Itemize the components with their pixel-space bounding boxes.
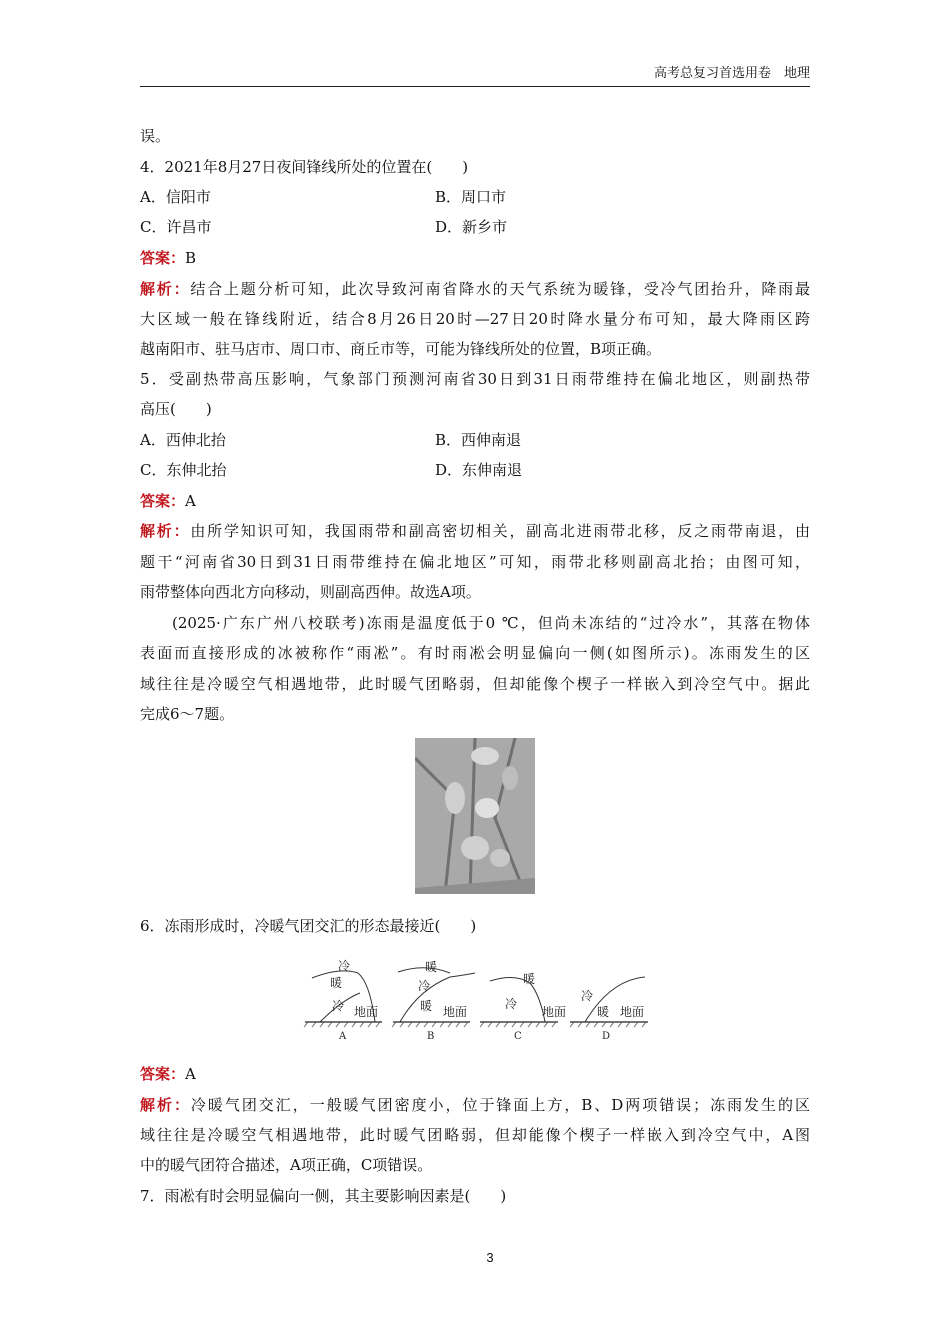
page-header [140, 66, 810, 87]
explanation-5-line3: 雨带整体向西北方向移动，则副高西伸。故选A项。 [140, 583, 481, 601]
explanation-text: 结合上题分析可知，此次导致河南省降水的天气系统为暖锋，受冷气团抬升，降雨最 [190, 280, 810, 298]
option-d: D．东伸南退 [435, 461, 523, 479]
label-warm: 暖 [420, 999, 433, 1013]
answer-value: A [185, 1065, 196, 1083]
question-5-line2: 高压( ) [140, 400, 212, 418]
explanation-5-line2: 题干“河南省30日到31日雨带维持在偏北地区”可知，雨带北移则副高北抬；由图可知， [140, 553, 810, 571]
option-label-d: D [602, 1031, 611, 1042]
air-mass-diagram [300, 955, 655, 1045]
label-warm: 暖 [523, 972, 536, 986]
option-d: D．新乡市 [435, 218, 508, 236]
question-7: 7．雨凇有时会明显偏向一侧，其主要影响因素是( ) [140, 1187, 507, 1205]
question-4: 4．2021年8月27日夜间锋线所处的位置在( ) [140, 158, 469, 176]
question-6: 6．冻雨形成时，冷暖气团交汇的形态最接近( ) [140, 917, 477, 935]
page-number: 3 [486, 1250, 494, 1265]
explanation-label: 解析： [140, 1096, 191, 1114]
option-b: B．周口市 [435, 188, 507, 206]
diagram-b [393, 959, 475, 1042]
label-ground: 地面 [443, 1005, 468, 1019]
option-a: A．西伸北抬 [140, 431, 226, 449]
label-cold: 冷 [418, 979, 431, 993]
explanation-label: 解析： [140, 280, 191, 298]
label-ground: 地面 [542, 1005, 567, 1019]
answer-label: 答案： [140, 492, 186, 510]
text-line: 误。 [140, 127, 171, 145]
option-label-b: B [427, 1031, 435, 1042]
option-label-c: C [514, 1031, 522, 1042]
option-c: C．东伸北抬 [140, 461, 227, 479]
question-5: 5．受副热带高压影响，气象部门预测河南省30日到31日雨带维持在偏北地区，则副热带 [140, 370, 810, 388]
intro-line2: 表面而直接形成的冰被称作“雨凇”。有时雨凇会明显偏向一侧(如图所示)。冻雨发生的区 [140, 644, 810, 662]
label-ground: 地面 [620, 1005, 645, 1019]
explanation-6-line3: 中的暖气团符合描述，A项正确，C项错误。 [140, 1156, 433, 1174]
explanation-text: 冷暖气团交汇，一般暖气团密度小，位于锋面上方，B、D两项错误；冻雨发生的区 [190, 1096, 810, 1114]
glaze-ice-photo [415, 738, 535, 894]
explanation-label: 解析： [140, 522, 191, 540]
label-warm: 暖 [425, 960, 438, 974]
ground-hatching [304, 1022, 646, 1027]
option-b: B．西伸南退 [435, 431, 522, 449]
label-cold: 冷 [332, 999, 345, 1013]
label-warm: 暖 [597, 1005, 610, 1019]
label-cold: 冷 [505, 997, 518, 1011]
explanation-5 [140, 521, 810, 541]
explanation-6-line2: 域往往是冷暖空气相遇地带，此时暖气团略弱，但却能像个楔子一样嵌入到冷空气中，A图 [140, 1126, 810, 1144]
answer-6 [140, 1064, 196, 1084]
explanation-6 [140, 1095, 810, 1115]
answer-5 [140, 491, 196, 511]
option-c: C．许昌市 [140, 218, 212, 236]
header-text: 高考总复习首选用卷 地理 [653, 66, 810, 81]
option-a: A．信阳市 [140, 188, 211, 206]
answer-value: A [185, 492, 196, 510]
label-warm: 暖 [330, 976, 343, 990]
diagram-a [305, 958, 382, 1042]
intro-line3: 域往往是冷暖空气相遇地带，此时暖气团略弱，但却能像个楔子一样嵌入到冷空气中。据此 [140, 675, 810, 693]
explanation-4-line2: 大区域一般在锋线附近，结合8月26日20时—27日20时降水量分布可知，最大降雨区跨 [140, 310, 810, 328]
label-cold: 冷 [338, 959, 351, 973]
answer-label: 答案： [140, 249, 186, 267]
answer-label: 答案： [140, 1065, 186, 1083]
explanation-4 [140, 279, 810, 299]
diagram-d [570, 977, 648, 1042]
intro-line1: (2025·广东广州八校联考)冻雨是温度低于0 ℃，但尚未冻结的“过冷水”，其落在物体 [172, 614, 810, 632]
diagram-c [480, 971, 566, 1042]
answer-4 [140, 248, 196, 268]
explanation-4-line3: 越南阳市、驻马店市、周口市、商丘市等，可能为锋线所处的位置，B项正确。 [140, 340, 662, 358]
intro-line4: 完成6～7题。 [140, 705, 235, 723]
label-cold: 冷 [581, 989, 594, 1003]
label-ground: 地面 [354, 1005, 379, 1019]
explanation-text: 由所学知识可知，我国雨带和副高密切相关，副高北进雨带北移，反之雨带南退，由 [190, 522, 810, 540]
option-label-a: A [339, 1031, 347, 1042]
answer-value: B [185, 249, 197, 267]
